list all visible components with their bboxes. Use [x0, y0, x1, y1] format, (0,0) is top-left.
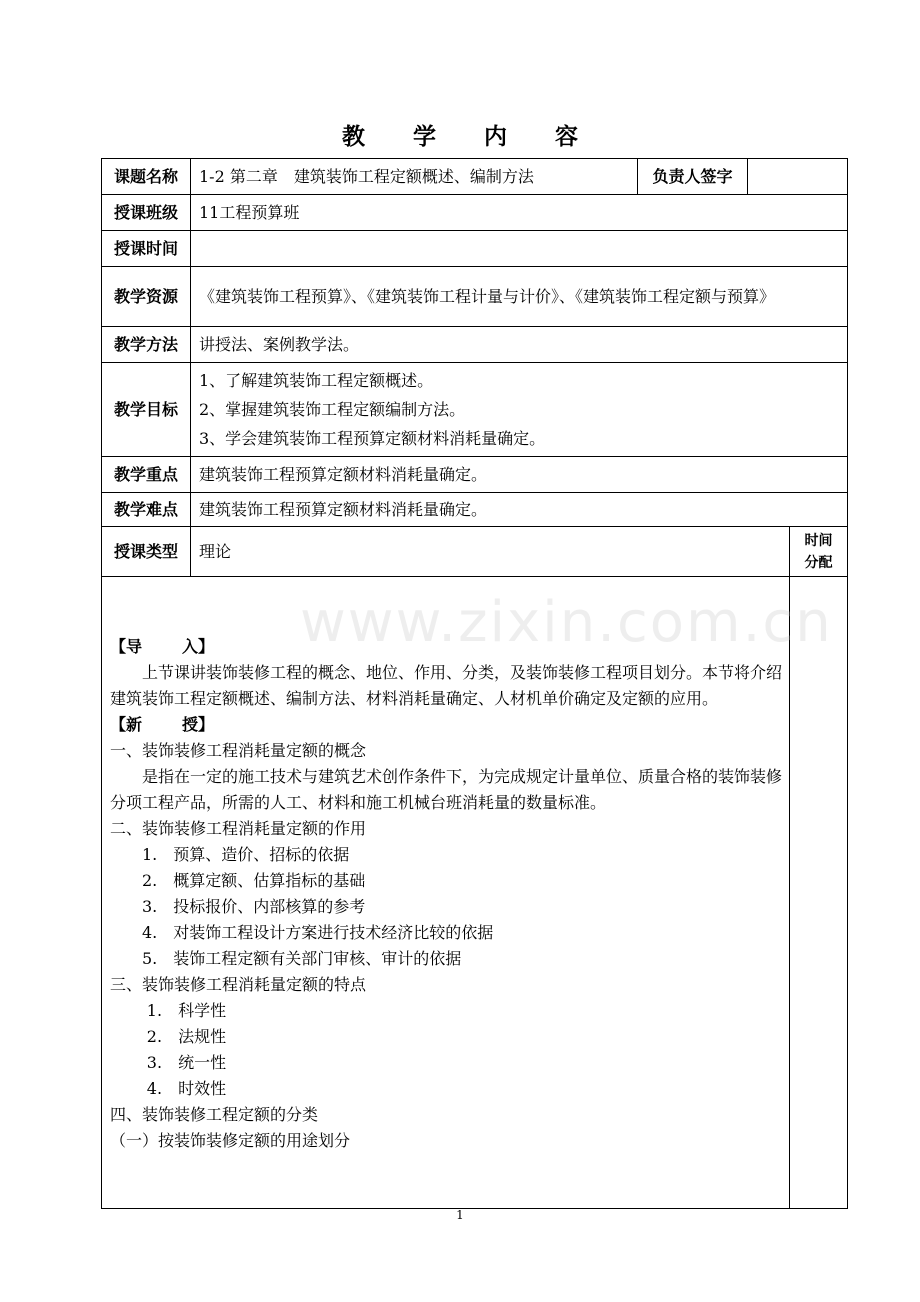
difficulty-value: 建筑装饰工程预算定额材料消耗量确定。: [191, 493, 848, 527]
row-topic: [102, 159, 848, 195]
focus-label: 教学重点: [102, 457, 191, 493]
time-label: 授课时间: [102, 231, 191, 267]
sign-label: 负责人签字: [638, 159, 748, 195]
goal-item: 1、了解建筑装饰工程定额概述。: [199, 371, 434, 390]
list-item: 3. 统一性: [146, 1052, 227, 1072]
time-allocation-label: 时间 分配: [790, 527, 848, 577]
page-title: 教 学 内 容: [341, 123, 599, 150]
row-type: [102, 527, 848, 577]
list-item: 1. 预算、造价、招标的依据: [142, 844, 350, 864]
resource-label: 教学资源: [102, 267, 191, 327]
section-2-title: 二、装饰装修工程消耗量定额的作用: [110, 818, 367, 838]
topic-value: 1-2 第二章 建筑装饰工程定额概述、编制方法: [191, 159, 638, 195]
time-allocation-cell: [790, 577, 848, 1209]
lesson-body: [102, 577, 790, 1209]
focus-value: 建筑装饰工程预算定额材料消耗量确定。: [191, 457, 848, 493]
sign-value: [748, 159, 848, 195]
list-item: 4. 时效性: [146, 1078, 227, 1098]
list-item: 3. 投标报价、内部核算的参考: [142, 896, 366, 916]
page-number: 1: [456, 1208, 464, 1222]
intro-paragraph: 上节课讲装饰装修工程的概念、地位、作用、分类，及装饰装修工程项目划分。本节将介绍建筑装饰工程定额概述、编制方法、材料消耗量确定、人材机单价确定及定额的应用。: [110, 662, 783, 708]
row-body: [102, 577, 848, 1209]
method-label: 教学方法: [102, 327, 191, 363]
row-class: [102, 195, 848, 231]
time-value: [191, 231, 848, 267]
list-item: 2. 概算定额、估算指标的基础: [142, 870, 366, 890]
section-1-paragraph: 是指在一定的施工技术与建筑艺术创作条件下，为完成规定计量单位、质量合格的装饰装修分项工程产品，所需的人工、材料和施工机械台班消耗量的数量标准。: [110, 766, 783, 812]
type-value: 理论: [191, 527, 790, 577]
section-3-title: 三、装饰装修工程消耗量定额的特点: [110, 974, 367, 994]
row-method: [102, 327, 848, 363]
section-4-title: 四、装饰装修工程定额的分类: [110, 1104, 319, 1124]
lesson-table: [101, 158, 848, 1209]
difficulty-label: 教学难点: [102, 493, 191, 527]
resource-value: 《建筑装饰工程预算》、《建筑装饰工程计量与计价》、《建筑装饰工程定额与预算》: [191, 267, 848, 327]
new-heading: 【新 授】: [110, 714, 215, 734]
goal-item: 3、学会建筑装饰工程预算定额材料消耗量确定。: [199, 429, 546, 448]
row-time: [102, 231, 848, 267]
section-4-subtitle: （一）按装饰装修定额的用途划分: [110, 1130, 351, 1150]
intro-heading: 【导 入】: [110, 636, 215, 656]
section-1-title: 一、装饰装修工程消耗量定额的概念: [110, 740, 367, 760]
row-difficulty: [102, 493, 848, 527]
list-item: 2. 法规性: [146, 1026, 227, 1046]
row-focus: [102, 457, 848, 493]
method-value: 讲授法、案例教学法。: [191, 327, 848, 363]
watermark: www.zixin.com.cn: [300, 590, 833, 655]
list-item: 1. 科学性: [146, 1000, 227, 1020]
list-item: 5. 装饰工程定额有关部门审核、审计的依据: [142, 948, 462, 968]
goal-label: 教学目标: [102, 363, 191, 457]
row-goals: [102, 363, 848, 457]
type-label: 授课类型: [102, 527, 191, 577]
topic-label: 课题名称: [102, 159, 191, 195]
goal-item: 2、掌握建筑装饰工程定额编制方法。: [199, 400, 466, 419]
row-resource: [102, 267, 848, 327]
class-label: 授课班级: [102, 195, 191, 231]
goal-list: [191, 363, 848, 457]
list-item: 4. 对装饰工程设计方案进行技术经济比较的依据: [142, 922, 494, 942]
class-value: 11工程预算班: [191, 195, 848, 231]
